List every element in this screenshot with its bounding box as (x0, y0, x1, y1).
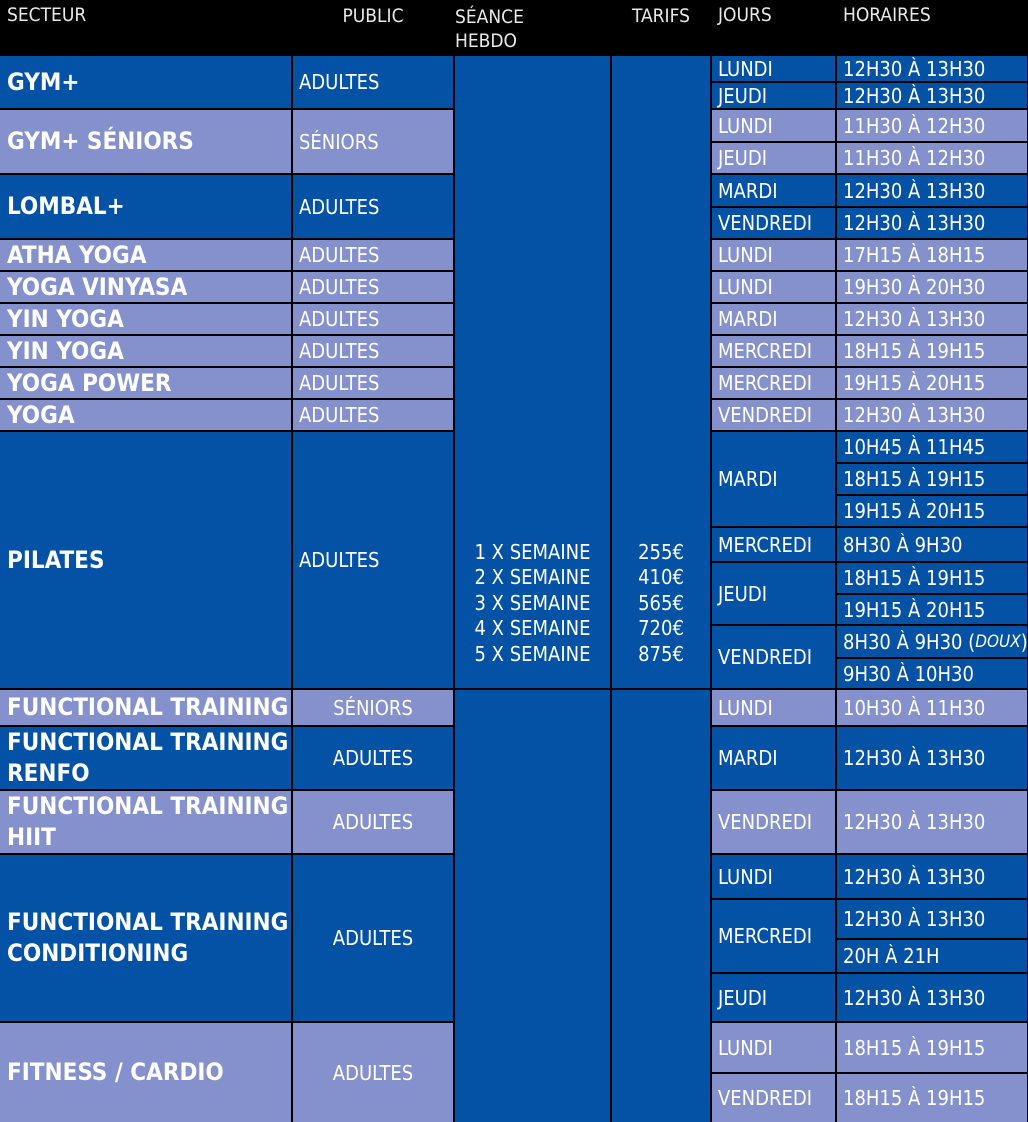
day-cell: LUNDI (712, 56, 835, 81)
day-cell: LUNDI (712, 855, 835, 898)
header-public: PUBLIC (293, 0, 453, 54)
sector-cell: FUNCTIONAL TRAINING (0, 690, 291, 725)
hour-cell: 18H15 À 19H15 (837, 1074, 1027, 1122)
hour-cell: 18H15 À 19H15 (837, 1023, 1027, 1072)
public-cell: ADULTES (293, 432, 453, 688)
day-cell: JEUDI (712, 563, 835, 624)
hour-cell: 12H30 À 13H30 (837, 56, 1027, 81)
day-cell: VENDREDI (712, 400, 835, 430)
sector-cell: GYM+ SÉNIORS (0, 110, 291, 173)
day-cell: MARDI (712, 175, 835, 206)
sector-cell: FITNESS / CARDIO (0, 1023, 291, 1122)
day-cell: MERCREDI (712, 900, 835, 972)
seance-option: 1 X SEMAINE (474, 539, 591, 564)
sector-cell: FUNCTIONAL TRAINING RENFO (0, 727, 291, 789)
day-cell: LUNDI (712, 110, 835, 141)
hour-cell: 12H30 À 13H30 (837, 83, 1027, 108)
day-cell: MARDI (712, 727, 835, 789)
hour-cell: 19H30 À 20H30 (837, 272, 1027, 302)
day-cell: VENDREDI (712, 208, 835, 238)
hour-cell: 20H À 21H (837, 940, 1027, 972)
day-cell: LUNDI (712, 1023, 835, 1072)
seance-block (455, 56, 610, 688)
sector-cell: ATHA YOGA (0, 240, 291, 270)
sector-cell: YOGA POWER (0, 368, 291, 398)
hour-cell: 8H30 À 9H30 (837, 528, 1027, 561)
header-secteur: SECTEUR (0, 0, 291, 54)
day-cell: VENDREDI (712, 1074, 835, 1122)
hour-cell: 18H15 À 19H15 (837, 336, 1027, 366)
sector-cell: FUNCTIONAL TRAINING HIIT (0, 791, 291, 853)
hour-cell: 12H30 À 13H30 (837, 974, 1027, 1021)
hour-cell: 12H30 À 13H30 (837, 208, 1027, 238)
public-cell: ADULTES (293, 855, 453, 1021)
public-cell: ADULTES (293, 56, 453, 108)
hour-cell: 12H30 À 13H30 (837, 400, 1027, 430)
hour-note-close: ) (1020, 629, 1028, 654)
public-cell: ADULTES (293, 368, 453, 398)
hour-note: DOUX (975, 631, 1021, 652)
public-cell: ADULTES (293, 1023, 453, 1122)
header-horaires: HORAIRES (837, 0, 1027, 54)
public-cell: ADULTES (293, 304, 453, 334)
header-jours: JOURS (712, 0, 835, 54)
hour-cell: 12H30 À 13H30 (837, 175, 1027, 206)
public-cell: ADULTES (293, 400, 453, 430)
seance-option: 4 X SEMAINE (474, 616, 591, 640)
day-cell: MERCREDI (712, 336, 835, 366)
day-cell: LUNDI (712, 240, 835, 270)
hour-cell: 19H15 À 20H15 (837, 496, 1027, 526)
hour-cell: 12H30 À 13H30 (837, 791, 1027, 853)
sector-cell: YOGA (0, 400, 291, 430)
day-cell: VENDREDI (712, 626, 835, 688)
tarif-value: 720€ (638, 616, 684, 640)
sector-cell: LOMBAL+ (0, 175, 291, 238)
hour-cell: 17H15 À 18H15 (837, 240, 1027, 270)
tarif-value: 410€ (638, 565, 684, 589)
day-cell: JEUDI (712, 83, 835, 108)
day-cell: LUNDI (712, 690, 835, 725)
hour-cell: 10H45 À 11H45 (837, 432, 1027, 462)
hour-cell: 11H30 À 12H30 (837, 143, 1027, 173)
public-cell: ADULTES (293, 791, 453, 853)
header-tarifs: TARIFS (612, 0, 710, 54)
tarif-value: 565€ (638, 590, 684, 615)
tarif-value: 875€ (638, 641, 684, 666)
day-cell: MARDI (712, 432, 835, 526)
day-cell: MERCREDI (712, 368, 835, 398)
hour-cell: 12H30 À 13H30 (837, 304, 1027, 334)
day-cell: MARDI (712, 304, 835, 334)
header-seance-line1: SÉANCE (455, 6, 524, 28)
day-cell: JEUDI (712, 143, 835, 173)
hour-cell: 12H30 À 13H30 (837, 727, 1027, 789)
hour-cell: 11H30 À 12H30 (837, 110, 1027, 141)
sector-cell: GYM+ (0, 56, 291, 108)
tarifs-block-empty (612, 690, 710, 1122)
day-cell: JEUDI (712, 974, 835, 1021)
hour-cell: 19H15 À 20H15 (837, 368, 1027, 398)
seance-option: 5 X SEMAINE (474, 641, 591, 666)
public-cell: ADULTES (293, 336, 453, 366)
tarif-value: 255€ (638, 539, 684, 564)
sector-cell: FUNCTIONAL TRAINING CONDITIONING (0, 855, 291, 1021)
day-cell: VENDREDI (712, 791, 835, 853)
sector-cell: YIN YOGA (0, 304, 291, 334)
seance-option: 2 X SEMAINE (474, 565, 591, 589)
hour-cell: 12H30 À 13H30 (837, 855, 1027, 898)
sector-cell: YOGA VINYASA (0, 272, 291, 302)
hour-text: 8H30 À 9H30 ( (843, 629, 976, 654)
seance-block-empty (455, 690, 610, 1122)
header-seance (455, 0, 610, 54)
day-cell: MERCREDI (712, 528, 835, 561)
public-cell: SÉNIORS (293, 690, 453, 725)
sector-cell: PILATES (0, 432, 291, 688)
hour-cell: 9H30 À 10H30 (837, 659, 1027, 688)
day-cell: LUNDI (712, 272, 835, 302)
hour-cell: 10H30 À 11H30 (837, 690, 1027, 725)
hour-cell: 18H15 À 19H15 (837, 464, 1027, 494)
public-cell: SÉNIORS (293, 110, 453, 173)
seance-option: 3 X SEMAINE (474, 590, 591, 615)
hour-cell: 19H15 À 20H15 (837, 595, 1027, 624)
public-cell: ADULTES (293, 727, 453, 789)
public-cell: ADULTES (293, 272, 453, 302)
hour-cell (837, 626, 1027, 657)
sector-cell: YIN YOGA (0, 336, 291, 366)
header-seance-line2: HEBDO (455, 30, 518, 52)
hour-cell: 12H30 À 13H30 (837, 900, 1027, 938)
public-cell: ADULTES (293, 175, 453, 238)
hour-cell: 18H15 À 19H15 (837, 563, 1027, 593)
tarifs-block (612, 56, 710, 688)
public-cell: ADULTES (293, 240, 453, 270)
